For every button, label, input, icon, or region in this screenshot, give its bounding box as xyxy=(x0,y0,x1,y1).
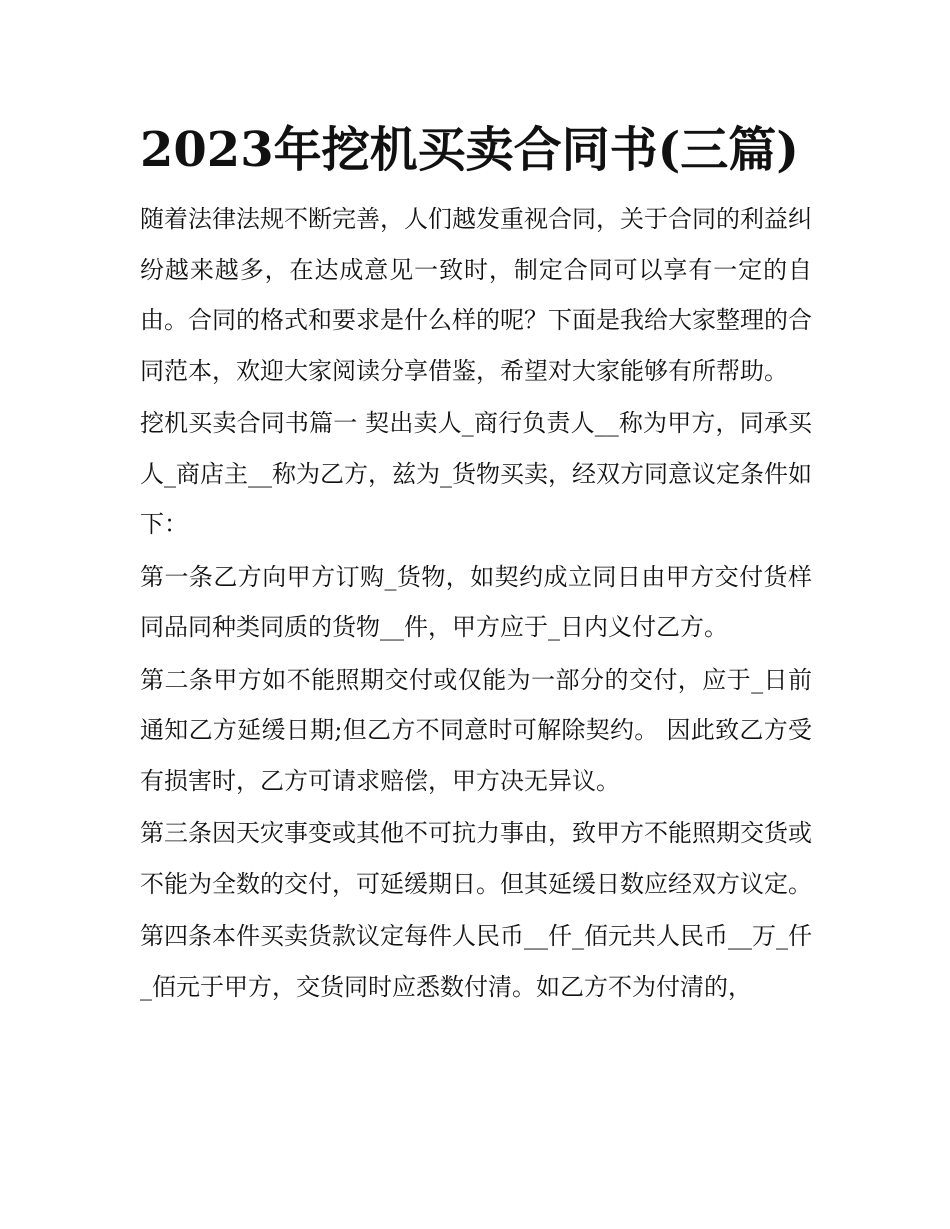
document-body xyxy=(140,118,812,1014)
paragraph-article-2: 第二条甲方如不能照期交付或仅能为一部分的交付，应于_日前通知乙方延缓日期;但乙方不同意时可解除契约。 因此致乙方受有损害时，乙方可请求赔偿，甲方决无异议。 xyxy=(140,665,812,795)
paragraph-article-4: 第四条本件买卖货款议定每件人民币__仟_佰元共人民币__万_仟_佰元于甲方，交货同时应悉数付清。如乙方不为付清的， xyxy=(140,922,812,1001)
paragraph-article-3: 第三条因天灾事变或其他不可抗力事由，致甲方不能照期交货或不能为全数的交付，可延缓期日。但其延缓日数应经双方议定。 xyxy=(140,819,812,898)
paragraph-contract-header: 挖机买卖合同书篇一 契出卖人_商行负责人__称为甲方，同承买人_商店主__称为乙方，兹为_货物买卖，经双方同意议定条件如下： xyxy=(140,409,812,538)
paragraph-intro: 随着法律法规不断完善，人们越发重视合同，关于合同的利益纠纷越来越多，在达成意见一致时，制定合同可以享有一定的自由。合同的格式和要求是什么样的呢？下面是我给大家整理的合同范本，欢迎大家阅读分享借鉴，希望对大家能够有所帮助。 xyxy=(140,205,812,385)
paragraph-article-1: 第一条乙方向甲方订购_货物，如契约成立同日由甲方交付货样同品同种类同质的货物__件，甲方应于_日内义付乙方。 xyxy=(140,562,812,641)
document-title: 2023年挖机买卖合同书(三篇) xyxy=(140,122,800,178)
